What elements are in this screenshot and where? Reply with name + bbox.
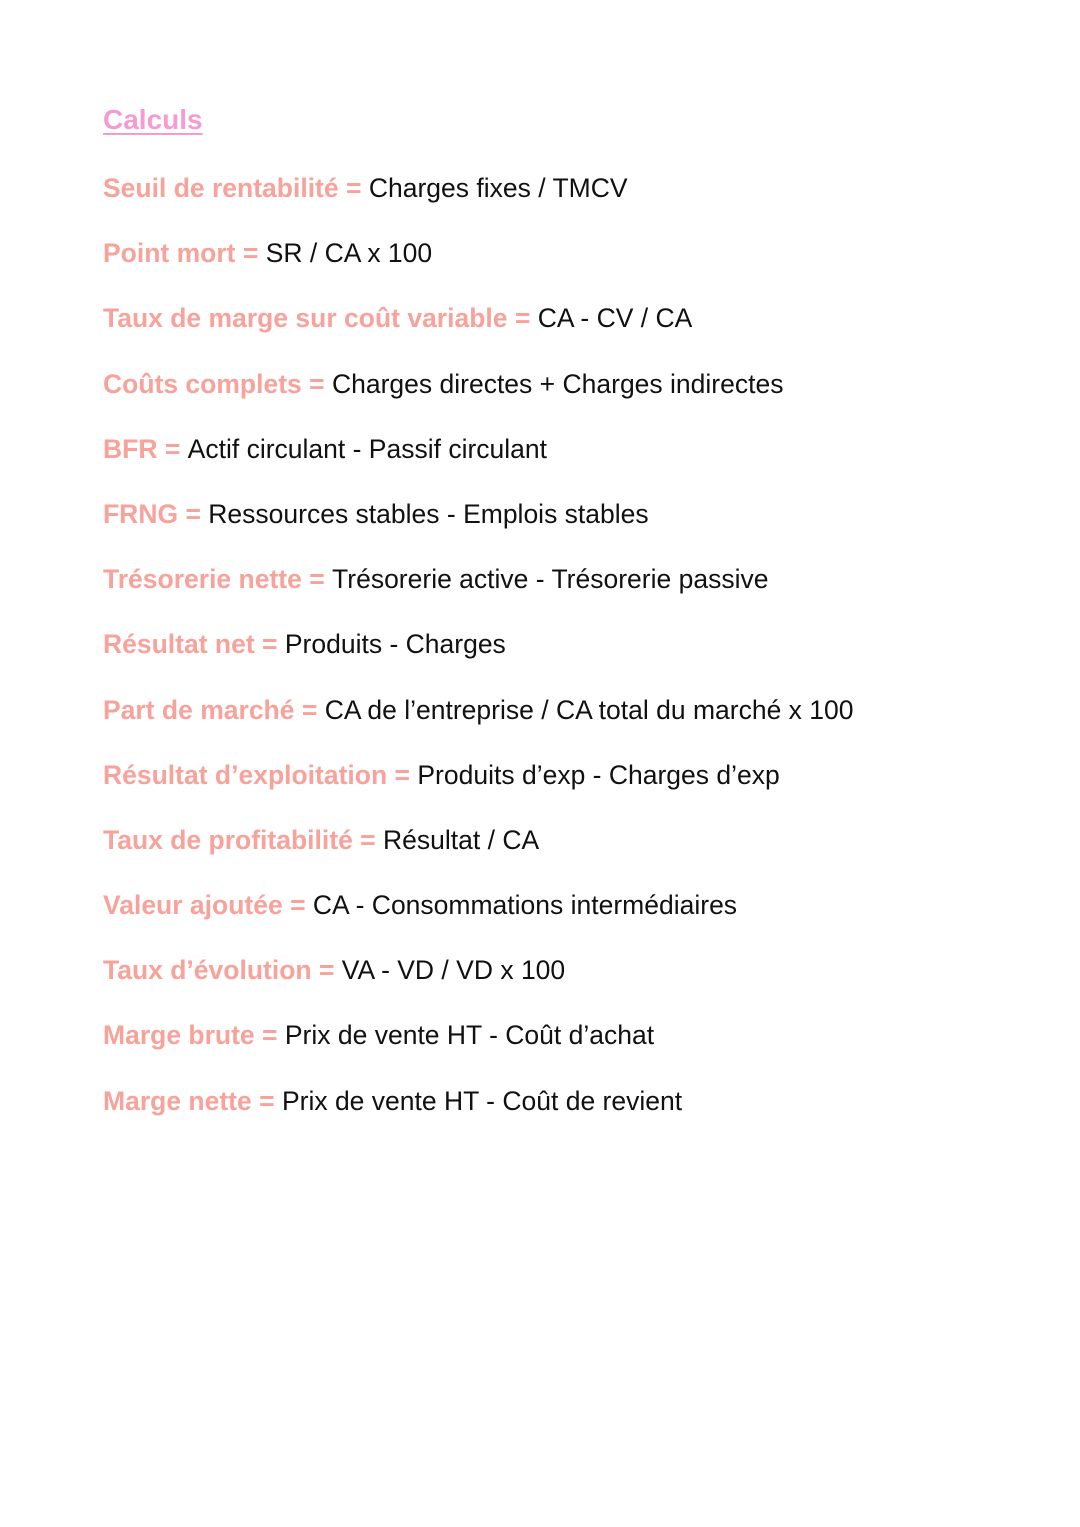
formula-row — [103, 1017, 854, 1082]
equals-sign: = — [387, 759, 418, 790]
formula-row — [103, 626, 854, 691]
formula-term: Coûts complets — [103, 368, 302, 399]
formula-term: Résultat net — [103, 629, 255, 660]
formula-term: Taux de marge sur coût variable — [103, 303, 508, 334]
formula-row — [103, 235, 854, 300]
formula-term: FRNG — [103, 498, 179, 529]
formula-term: Taux d’évolution — [103, 955, 312, 986]
equals-sign: = — [294, 694, 325, 725]
formula-expression: Charges directes + Charges indirectes — [331, 368, 784, 399]
formula-row — [103, 170, 854, 235]
formula-term: Trésorerie nette — [103, 564, 302, 595]
formula-term: Point mort — [103, 238, 236, 269]
equals-sign: = — [301, 564, 333, 595]
formula-row — [103, 887, 854, 952]
formula-row — [103, 692, 854, 757]
formula-expression: Charges fixes / TMCV — [368, 173, 628, 203]
equals-sign: = — [251, 1085, 282, 1116]
equals-sign: = — [507, 303, 538, 334]
formula-term: Part de marché — [103, 694, 295, 725]
page-title: Calculs — [103, 104, 203, 135]
equals-sign: = — [338, 173, 369, 203]
formula-term: Seuil de rentabilité — [103, 173, 339, 203]
equals-sign: = — [254, 1020, 285, 1051]
formula-expression: Prix de vente HT - Coût d’achat — [284, 1020, 655, 1051]
formula-row — [103, 822, 854, 887]
formula-row — [103, 300, 854, 365]
equals-sign: = — [235, 238, 266, 269]
formula-expression: CA - CV / CA — [537, 303, 693, 334]
formula-term: Résultat d’exploitation — [103, 759, 388, 790]
formula-expression: SR / CA x 100 — [265, 238, 433, 269]
formula-row — [103, 561, 854, 626]
formula-expression: Résultat / CA — [383, 824, 540, 855]
equals-sign: = — [352, 824, 384, 855]
formula-term: BFR — [103, 433, 158, 464]
formula-expression: Actif circulant - Passif circulant — [187, 433, 548, 464]
formula-row — [103, 1083, 854, 1148]
formula-row — [103, 366, 854, 431]
formula-term: Taux de profitabilité — [103, 824, 353, 855]
formula-expression: CA - Consommations intermédiaires — [312, 890, 738, 921]
formula-row — [103, 431, 854, 496]
formula-row — [103, 757, 854, 822]
formula-expression: Produits d’exp - Charges d’exp — [417, 759, 780, 790]
formula-expression: CA de l’entreprise / CA total du marché x 100 — [324, 694, 854, 725]
formula-row — [103, 952, 854, 1017]
equals-sign: = — [282, 890, 313, 921]
formula-expression: Ressources stables - Emplois stables — [208, 498, 649, 529]
formula-expression: Trésorerie active - Trésorerie passive — [332, 564, 769, 595]
formula-expression: Produits - Charges — [284, 629, 506, 660]
equals-sign: = — [254, 629, 285, 660]
formula-expression: VA - VD / VD x 100 — [341, 955, 566, 986]
equals-sign: = — [311, 955, 342, 986]
formula-term: Marge nette — [103, 1085, 252, 1116]
formula-expression: Prix de vente HT - Coût de revient — [281, 1085, 683, 1116]
equals-sign: = — [301, 368, 332, 399]
formula-list — [103, 170, 854, 1148]
equals-sign: = — [157, 433, 188, 464]
formula-row — [103, 496, 854, 561]
formula-term: Valeur ajoutée — [103, 890, 283, 921]
equals-sign: = — [178, 498, 209, 529]
formula-term: Marge brute — [103, 1020, 255, 1051]
